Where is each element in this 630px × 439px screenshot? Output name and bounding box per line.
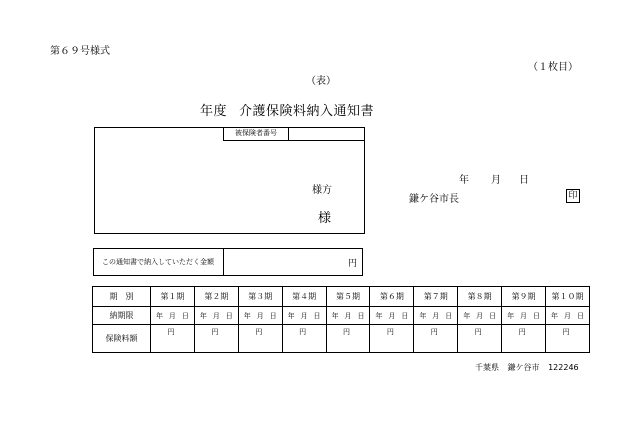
deadline-month: 月 bbox=[388, 311, 396, 320]
deadline-header: 納期限 bbox=[93, 307, 151, 325]
premium-cell: 円 bbox=[151, 325, 195, 353]
deadline-day: 日 bbox=[181, 311, 189, 320]
deadline-year: 年 bbox=[507, 311, 515, 320]
premium-header: 保険料額 bbox=[93, 325, 151, 353]
premium-cell: 円 bbox=[282, 325, 326, 353]
deadline-month: 月 bbox=[300, 311, 308, 320]
period-cell: 第３期 bbox=[238, 287, 282, 307]
deadline-month: 月 bbox=[563, 311, 571, 320]
premium-cell: 円 bbox=[414, 325, 458, 353]
deadline-cell bbox=[151, 307, 195, 325]
deadline-cell bbox=[458, 307, 502, 325]
deadline-cell bbox=[238, 307, 282, 325]
deadline-year: 年 bbox=[551, 311, 558, 320]
insured-number-label: 被保険者番号 bbox=[223, 127, 288, 141]
deadline-day: 日 bbox=[489, 311, 497, 320]
premium-row bbox=[93, 325, 590, 353]
side-label: （表） bbox=[306, 76, 336, 87]
deadline-row bbox=[93, 307, 590, 325]
deadline-cell bbox=[370, 307, 414, 325]
premium-cell: 円 bbox=[370, 325, 414, 353]
deadline-day: 日 bbox=[269, 311, 277, 320]
deadline-day: 日 bbox=[533, 311, 540, 320]
deadline-cell bbox=[502, 307, 546, 325]
period-cell: 第６期 bbox=[370, 287, 414, 307]
period-cell: 第７期 bbox=[414, 287, 458, 307]
date-year: 年 bbox=[459, 175, 469, 186]
deadline-year: 年 bbox=[419, 311, 427, 320]
issuer-name: 鎌ケ谷市長 bbox=[409, 194, 459, 205]
deadline-cell bbox=[326, 307, 370, 325]
period-cell: 第５期 bbox=[326, 287, 370, 307]
deadline-year: 年 bbox=[243, 311, 251, 320]
period-cell: 第１０期 bbox=[546, 287, 590, 307]
deadline-day: 日 bbox=[445, 311, 453, 320]
period-cell: 第４期 bbox=[282, 287, 326, 307]
deadline-cell bbox=[194, 307, 238, 325]
premium-cell: 円 bbox=[194, 325, 238, 353]
footer-code: 千葉県 鎌ケ谷市 122246 bbox=[475, 363, 579, 372]
period-cell: 第１期 bbox=[151, 287, 195, 307]
deadline-day: 日 bbox=[401, 311, 409, 320]
deadline-day: 日 bbox=[576, 311, 584, 320]
addressee-sama-label: 様 bbox=[318, 211, 332, 226]
premium-cell: 円 bbox=[502, 325, 546, 353]
deadline-day: 日 bbox=[225, 311, 233, 320]
deadline-day: 日 bbox=[357, 311, 365, 320]
deadline-month: 月 bbox=[256, 311, 264, 320]
period-cell: 第８期 bbox=[458, 287, 502, 307]
deadline-month: 月 bbox=[432, 311, 440, 320]
date-month: 月 bbox=[491, 175, 501, 186]
premium-cell: 円 bbox=[546, 325, 590, 353]
sheet-label: （１枚目） bbox=[528, 62, 578, 73]
payment-schedule-table bbox=[92, 286, 590, 353]
deadline-cell bbox=[414, 307, 458, 325]
premium-cell: 円 bbox=[458, 325, 502, 353]
deadline-year: 年 bbox=[331, 311, 339, 320]
deadline-year: 年 bbox=[463, 311, 471, 320]
insured-number-field[interactable] bbox=[288, 127, 365, 141]
deadline-month: 月 bbox=[476, 311, 484, 320]
period-cell: 第９期 bbox=[502, 287, 546, 307]
period-row bbox=[93, 287, 590, 307]
seal-mark: 印 bbox=[566, 189, 580, 203]
title-main: 介護保険料納入通知書 bbox=[239, 104, 375, 119]
deadline-year: 年 bbox=[375, 311, 383, 320]
premium-cell: 円 bbox=[326, 325, 370, 353]
deadline-month: 月 bbox=[212, 311, 220, 320]
addressee-kata-label: 様方 bbox=[312, 185, 332, 196]
deadline-year: 年 bbox=[199, 311, 207, 320]
deadline-year: 年 bbox=[155, 311, 163, 320]
deadline-month: 月 bbox=[520, 311, 528, 320]
premium-cell: 円 bbox=[238, 325, 282, 353]
deadline-cell bbox=[282, 307, 326, 325]
date-day: 日 bbox=[519, 175, 529, 186]
amount-unit: 円 bbox=[348, 259, 358, 269]
document-title bbox=[200, 100, 374, 119]
title-prefix: 年度 bbox=[200, 104, 228, 119]
period-cell: 第２期 bbox=[194, 287, 238, 307]
issue-date bbox=[459, 171, 529, 186]
deadline-day: 日 bbox=[313, 311, 321, 320]
deadline-month: 月 bbox=[168, 311, 176, 320]
deadline-month: 月 bbox=[344, 311, 352, 320]
period-header: 期 別 bbox=[93, 287, 151, 307]
deadline-cell bbox=[546, 307, 590, 325]
amount-label: この通知書で納入していただく金額 bbox=[93, 248, 224, 276]
deadline-year: 年 bbox=[287, 311, 295, 320]
form-number: 第６９号様式 bbox=[50, 46, 110, 57]
